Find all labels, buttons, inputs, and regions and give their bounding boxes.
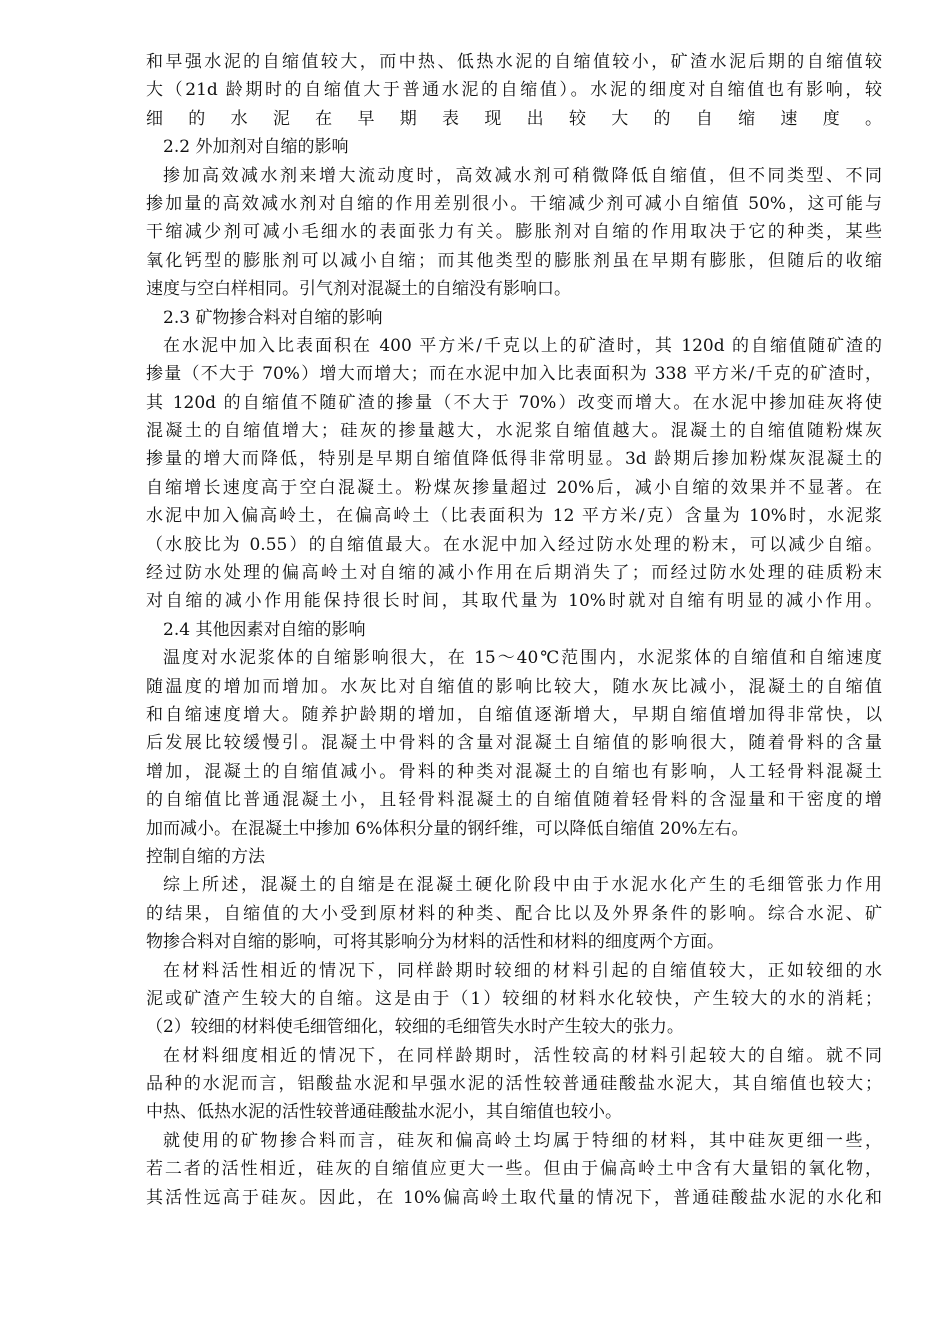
text-line: 品种的水泥而言，铝酸盐水泥和早强水泥的活性较普通硅酸盐水泥大，其自缩值也较大； [146, 1074, 882, 1095]
paragraph-p5 [146, 871, 882, 956]
text-line: 掺量（不大于 70%）增大而增大；而在水泥中加入比表面积为 338 平方米/千克的矿渣时， [146, 364, 882, 385]
text-line: 的自缩值比普通混凝土小，且轻骨料混凝土的自缩值随着轻骨料的含湿量和干密度的增 [146, 790, 882, 811]
paragraph-p8 [146, 1127, 882, 1212]
text-line: 物掺合料对自缩的影响，可将其影响分为材料的活性和材料的细度两个方面。 [146, 932, 724, 953]
paragraph-p7 [146, 1042, 882, 1127]
text-line: 干缩减少剂可减小毛细水的表面张力有关。膨胀剂对自缩的作用取决于它的种类，某些 [146, 222, 882, 243]
text-line: 其活性远高于硅灰。因此，在 10%偏高岭土取代量的情况下，普通硅酸盐水泥的水化和 [146, 1187, 882, 1208]
text-line: 细的水泥在早期表现出较大的自缩速度。 [146, 108, 882, 129]
text-line: 和自缩速度增大。随养护龄期的增加，自缩值逐渐增大，早期自缩值增加得非常快，以 [146, 704, 882, 725]
paragraph-p1 [146, 48, 882, 133]
text-line: 混凝土的自缩值增大；硅灰的掺量越大，水泥浆自缩值越大。混凝土的自缩值随粉煤灰 [146, 421, 882, 442]
text-line: 其 120d 的自缩值不随矿渣的掺量（不大于 70%）改变而增大。在水泥中掺加硅灰将使 [146, 392, 882, 413]
text-line: 对自缩的减小作用能保持很长时间，其取代量为 10%时就对自缩有明显的减小作用。 [146, 591, 882, 612]
section-heading-h22: 2.2 外加剂对自缩的影响 [163, 137, 349, 158]
section-heading-h3: 控制自缩的方法 [146, 846, 265, 867]
text-line: 和早强水泥的自缩值较大，而中热、低热水泥的自缩值较小，矿渣水泥后期的自缩值较 [146, 52, 882, 72]
text-line: 温度对水泥浆体的自缩影响很大，在 15～40℃范围内，水泥浆体的自缩值和自缩速度 [163, 648, 882, 669]
text-line: 掺加高效减水剂来增大流动度时，高效减水剂可稍微降低自缩值，但不同类型、不同 [163, 165, 882, 186]
text-line: 的结果，自缩值的大小受到原材料的种类、配合比以及外界条件的影响。综合水泥、矿 [146, 903, 882, 924]
text-line: 在水泥中加入比表面积在 400 平方米/千克以上的矿渣时，其 120d 的自缩值随矿渣的 [163, 335, 882, 356]
text-line: 后发展比较缓慢引。混凝土中骨料的含量对混凝土自缩值的影响很大，随着骨料的含量 [146, 733, 882, 754]
text-line: 就使用的矿物掺合料而言，硅灰和偏高岭土均属于特细的材料，其中硅灰更细一些， [163, 1130, 882, 1151]
text-line: （2）较细的材料使毛细管细化，较细的毛细管失水时产生较大的张力。 [146, 1017, 684, 1038]
text-line: 随温度的增加而增加。水灰比对自缩值的影响比较大，随水灰比减小，混凝土的自缩值 [146, 676, 882, 697]
text-line: （水胶比为 0.55）的自缩值最大。在水泥中加入经过防水处理的粉末，可以减少自缩。 [146, 534, 882, 555]
text-line: 氧化钙型的膨胀剂可以减小自缩；而其他类型的膨胀剂虽在早期有膨胀，但随后的收缩 [146, 250, 882, 271]
text-line: 掺量的增大而降低，特别是早期自缩值降低得非常明显。3d 龄期后掺加粉煤灰混凝土的 [146, 449, 882, 470]
paragraph-p2 [146, 162, 882, 304]
paragraph-p6 [146, 957, 882, 1042]
text-line: 大（21d 龄期时的自缩值大于普通水泥的自缩值）。水泥的细度对自缩值也有影响，较 [146, 80, 882, 101]
text-line: 中热、低热水泥的活性较普通硅酸盐水泥小，其自缩值也较小。 [146, 1102, 622, 1123]
section-heading-h24: 2.4 其他因素对自缩的影响 [163, 619, 366, 640]
text-line: 掺加量的高效减水剂对自缩的作用差别很小。干缩减少剂可减小自缩值 50%，这可能与 [146, 193, 882, 214]
text-line: 在材料活性相近的情况下，同样龄期时较细的材料引起的自缩值较大，正如较细的水 [163, 960, 882, 981]
text-line: 综上所述，混凝土的自缩是在混凝土硬化阶段中由于水泥水化产生的毛细管张力作用 [163, 875, 882, 896]
text-line: 速度与空白样相同。引气剂对混凝土的自缩没有影响口。 [146, 279, 571, 300]
paragraph-p4 [146, 644, 882, 843]
text-line: 泥或矿渣产生较大的自缩。这是由于（1）较细的材料水化较快，产生较大的水的消耗； [146, 988, 882, 1009]
section-heading-h23: 2.3 矿物掺合料对自缩的影响 [163, 307, 383, 328]
document-page [146, 48, 882, 1212]
text-line: 加而减小。在混凝土中掺加 6%体积分量的钢纤维，可以降低自缩值 20%左右。 [146, 818, 749, 839]
text-line: 在材料细度相近的情况下，在同样龄期时，活性较高的材料引起较大的自缩。就不同 [163, 1045, 882, 1066]
text-line: 若二者的活性相近，硅灰的自缩值应更大一些。但由于偏高岭土中含有大量铝的氧化物， [146, 1159, 882, 1180]
text-line: 经过防水处理的偏高岭土对自缩的减小作用在后期消失了；而经过防水处理的硅质粉末 [146, 563, 882, 584]
paragraph-p3 [146, 332, 882, 616]
text-line: 自缩增长速度高于空白混凝土。粉煤灰掺量超过 20%后，减小自缩的效果并不显著。在 [146, 477, 882, 498]
text-line: 增加，混凝土的自缩值减小。骨料的种类对混凝土的自缩也有影响，人工轻骨料混凝土 [146, 761, 882, 782]
text-line: 水泥中加入偏高岭土，在偏高岭土（比表面积为 12 平方米/克）含量为 10%时，水泥浆 [146, 506, 882, 527]
